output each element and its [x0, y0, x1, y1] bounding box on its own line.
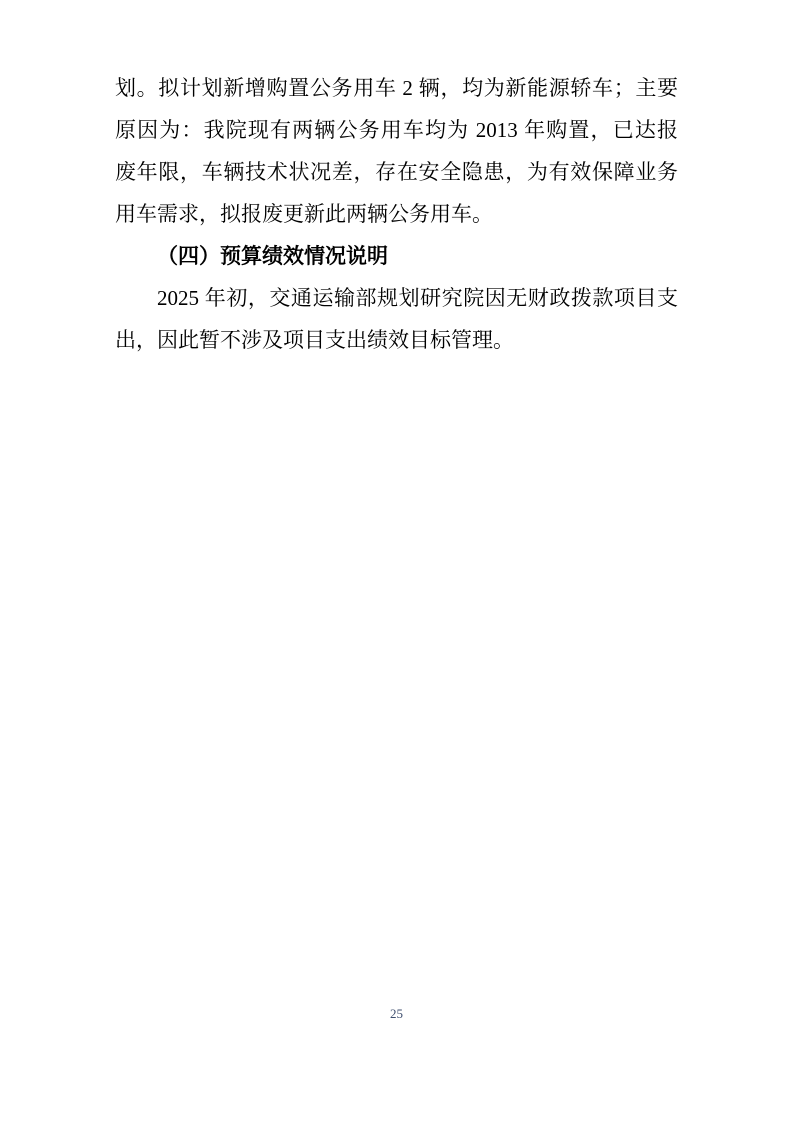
- paragraph-line: 出，因此暂不涉及项目支出绩效目标管理。: [115, 328, 514, 352]
- paragraph-line: 废年限，车辆技术状况差，存在安全隐患，为有效保障业务: [115, 160, 678, 184]
- section-heading: （四）预算绩效情况说明: [157, 244, 388, 268]
- page-number: 25: [390, 1006, 403, 1021]
- body-text: [115, 67, 678, 361]
- paragraph-line: 2025 年初，交通运输部规划研究院因无财政拨款项目支: [157, 286, 678, 310]
- paragraph-line: 原因为：我院现有两辆公务用车均为 2013 年购置，已达报: [115, 118, 678, 142]
- paragraph-line: 划。拟计划新增购置公务用车 2 辆，均为新能源轿车；主要: [115, 76, 678, 100]
- paragraph-line: 用车需求，拟报废更新此两辆公务用车。: [115, 202, 493, 226]
